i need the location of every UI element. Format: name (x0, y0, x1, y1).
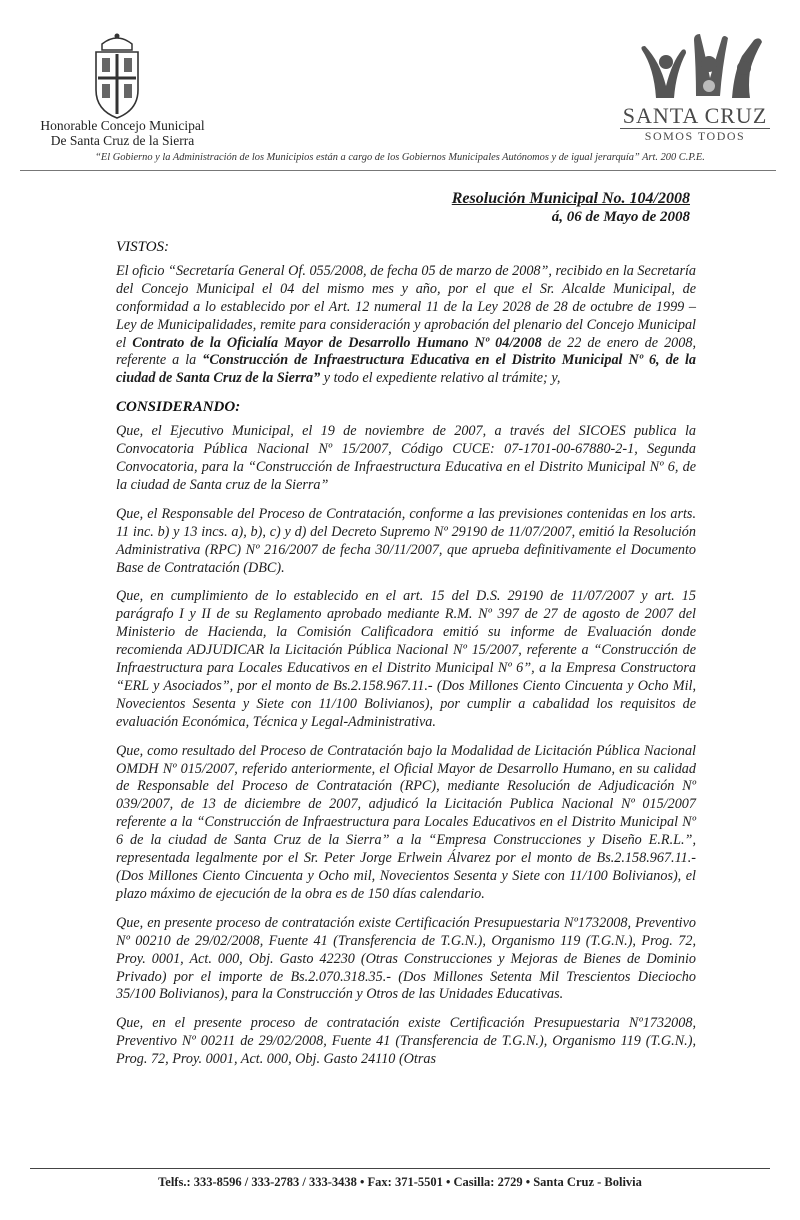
logo-subtitle: SOMOS TODOS (644, 129, 746, 143)
council-line-1: Honorable Concejo Municipal (40, 118, 205, 133)
considerando-paragraph: Que, en cumplimiento de lo establecido en el art. 15 del D.S. 29190 de 11/07/2007 y art. 15 parágrafo I y II de su Reglamento aprobado mediante R.M. Nº 397 de 27 de agosto de 2007 del Ministerio de Hacienda, la Comisión Calificadora emitió su informe de Evaluación donde recomienda ADJUDICAR la Licitación Pública Nacional Nº 15/2007, referente a “Construcción de Infraestructura para Locales Educativos en el Distrito Municipal Nº 6”, a la Empresa Constructora “ERL y Asociados”, por el monto de Bs.2.158.967.11.- (Dos Millones Ciento Cincuenta y Ocho Mil, Novecientos Sesenta y Siete con 11/100 Bolivianos), por cumplir a cabalidad los requisitos de evaluación Económica, Técnica y Legal-Administrativa. (116, 588, 696, 730)
vistos-text-a: El oficio “Secretaría General Of. 055/2008, de fecha 05 de marzo de 2008”, recibido en la Secretaría del Concejo Municipal el 04 del mismo mes y año, por el que el Sr. Alcalde Municipal, de conformidad a lo establecido por el Art. 12 numeral 11 de la Ley 2028 de 28 de octubre de 1999 – Ley de Municipalidades, remite para consideración y aprobación del plenario del Concejo Municipal el (116, 262, 696, 351)
vistos-text-e: y todo el expediente relativo al trámite; y, (320, 370, 561, 387)
resolution-date: á, 06 de Mayo de 2008 (551, 209, 690, 225)
santa-cruz-logo-text (610, 104, 780, 143)
vistos-text-c: de 22 de enero de 2008, referente a la (116, 334, 696, 369)
santa-cruz-logo-icon (636, 28, 768, 106)
resolution-title: Resolución Municipal No. 104/2008 (451, 190, 690, 207)
council-name (20, 118, 225, 148)
header-divider (20, 170, 776, 171)
footer-divider (30, 1168, 770, 1169)
considerando-paragraph: Que, en el presente proceso de contratación existe Certificación Presupuestaria Nº1732008, Preventivo Nº 00211 de 29/02/2008, Fuente 41 (Transferencia de T.G.N.), Organismo 119 (T.G.N.), Prog. 72, Proy. 0001, Act. 000, Obj. Gasto 24110 (Otras (116, 1015, 696, 1068)
document-body (116, 236, 696, 1080)
constitution-quote: “El Gobierno y la Administración de los Municipios están a cargo de los Gobiernos Municipales Autónomos y de igual jerarquía” Art. 200 C.P.E. (95, 152, 705, 163)
considerando-paragraph: Que, el Ejecutivo Municipal, el 19 de noviembre de 2007, a través del SICOES publica la Convocatoria Pública Nacional Nº 15/2007, Código CUCE: 07-1701-00-67880-2-1, Segunda Convocatoria, para la “Construcción de Infraestructura Educativa en el Distrito Municipal Nº 6, de la ciudad de Santa cruz de la Sierra” (116, 423, 696, 493)
logo-title: SANTA CRUZ (622, 103, 768, 128)
considerando-heading: CONSIDERANDO: (116, 399, 241, 416)
footer-contact: Telfs.: 333-8596 / 333-2783 / 333-3438 • Fax: 371-5501 • Casilla: 2729 • Santa Cruz - Bolivia (158, 1175, 642, 1189)
considerando-paragraph: Que, como resultado del Proceso de Contratación bajo la Modalidad de Licitación Pública Nacional OMDH Nº 015/2007, referido anteriormente, el Oficial Mayor de Desarrollo Humano, en su calidad de Responsable del Proceso de Contratación (RPC), mediante Resolución de Adjudicación Nº 039/2007, de 13 de diciembre de 2007, adjudicó la Licitación Publica Nacional Nº 015/2007 referente a la “Construcción de Infraestructura para Locales Educativos en el Distrito Municipal Nº 6 de la ciudad de Santa Cruz de la Sierra” a la “Empresa Construcciones y Diseño E.R.L.”, representada legalmente por el Sr. Peter Jorge Erlwein Álvarez por el monto de Bs.2.158.967.11.- (Dos Millones Ciento Cincuenta y Ocho mil, Novecientos Sesenta y Siete con 11/100 Bolivianos), el plazo máximo de ejecución de la obra es de 150 días calendario. (116, 742, 696, 902)
vistos-paragraph (116, 263, 696, 388)
considerando-paragraph: Que, en presente proceso de contratación existe Certificación Presupuestaria Nº1732008, Preventivo Nº 00210 de 29/02/2008, Fuente 41 (Transferencia de T.G.N.), Organismo 119 (T.G.N.), Prog. 72, Proy. 0001, Act. 000, Obj. Gasto 42230 (Otras Construcciones y Mejoras de Bienes de Dominio Privado) por el importe de Bs.2.070.318.35.- (Dos Millones Setenta Mil Trescientos Dieciocho 35/100 Bolivianos), para la Construcción y Otros de las Unidades Educativas. (116, 914, 696, 1003)
vistos-project-ref: “Construcción de Infraestructura Educativa en el Distrito Municipal Nº 6, de la ciudad de Santa Cruz de la Sierra” (116, 352, 696, 387)
municipal-crest-icon (88, 30, 146, 122)
considerando-paragraph: Que, el Responsable del Proceso de Contratación, conforme a las previsiones contenidas en los arts. 11 inc. b) y 13 incs. a), b), c) y d) del Decreto Supremo Nº 29190 de 11/07/2007, emitió la Resolución Administrativa (RPC) Nº 216/2007 de fecha 30/11/2007, que aprueba definitivamente el Documento Base de Contratación (DBC). (116, 505, 696, 576)
council-line-2: De Santa Cruz de la Sierra (50, 133, 195, 148)
vistos-heading: VISTOS: (116, 239, 170, 255)
vistos-contract-ref: Contrato de la Oficialía Mayor de Desarrollo Humano Nº 04/2008 (132, 334, 542, 351)
